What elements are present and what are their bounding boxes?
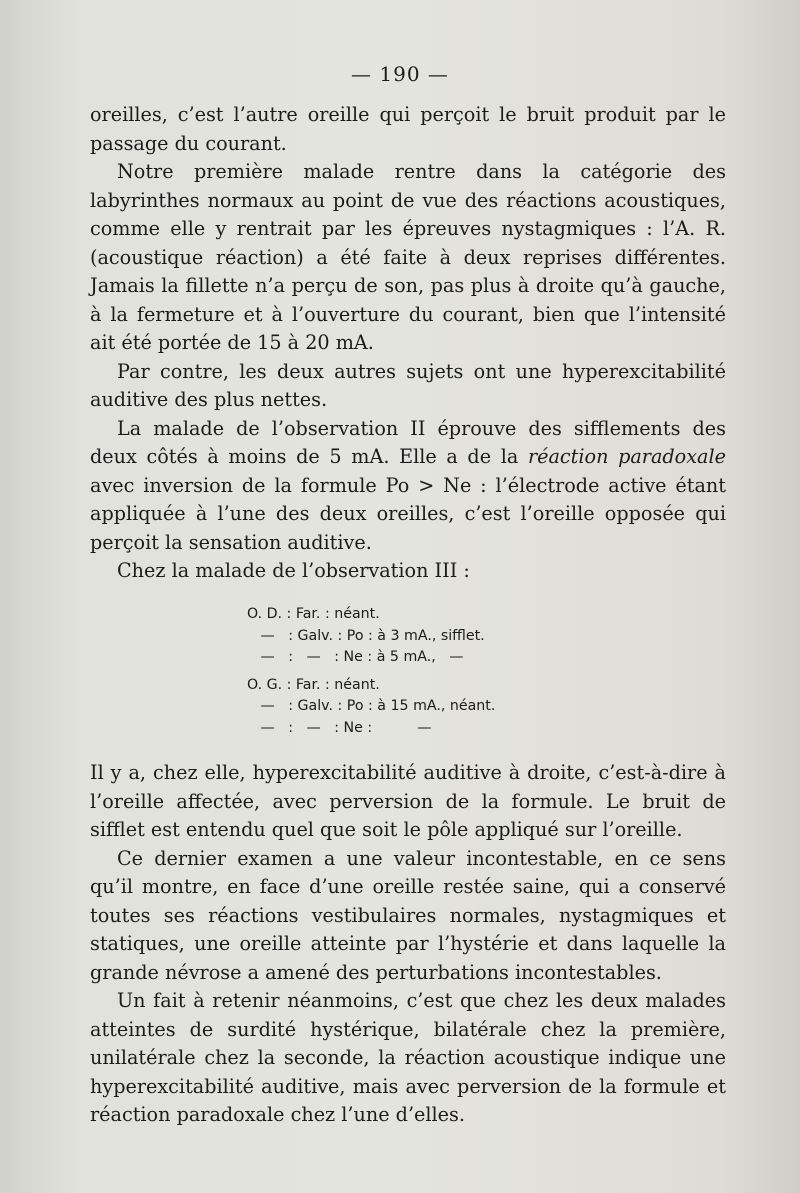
observation-line-od-3: — : — : Ne : à 5 mA., — (247, 649, 464, 666)
observation-line-od-1: O. D. : Far. : néant. (247, 606, 380, 622)
paragraph-observation-ii (90, 415, 726, 558)
text-block-bottom (90, 759, 726, 1130)
paragraph-hyperexcitability: Par contre, les deux autres sujets ont une hyperexcitabilité auditive des plus nettes. (90, 359, 726, 411)
observation-line-od-2: — : Galv. : Po : à 3 mA., sifflet. (247, 627, 485, 644)
observation-line-og-2: — : Galv. : Po : à 15 mA., néant. (247, 698, 496, 715)
observation-ii-text-after: avec inversion de la formule Po > Ne : l’électrode active étant appliquée à l’une des deux oreilles, c’est l’oreille opposée qui perçoit la sensation auditive. (90, 473, 726, 554)
paragraph-last-exam: Ce dernier examen a une valeur incontestable, en ce sens qu’il montre, en face d’une oreille restée saine, qui a conservé toutes ses réactions vestibulaires normales, nystagmiques et statiques, une oreille atteinte par l’hystérie et dans laquelle la grande névrose a amené des perturbations incontestables. (90, 846, 726, 984)
observation-ii-text-before: La malade de l’observation II éprouve des sifflements des deux côtés à moins de 5 mA. Elle a de la (90, 416, 726, 468)
observation-ii-emphasis: réaction paradoxale (527, 445, 726, 468)
paragraph-first-patient: Notre première malade rentre dans la catégorie des labyrinthes normaux au point de vue des réactions acoustiques, comme elle y rentrait par les épreuves nystagmiques : l’A. R. (acoustique réaction) a été faite à deux reprises différentes. Jamais la fillette n’a perçu de son, pas plus à droite qu’à gauche, à la fermeture et à l’ouverture du courant, bien que l’intensité ait été portée de 15 à 20 mA. (90, 160, 726, 354)
observation-line-og-1: O. G. : Far. : néant. (247, 676, 380, 693)
paragraph-continuation: oreilles, c’est l’autre oreille qui perçoit le bruit produit par le passage du courant. (90, 103, 726, 155)
observation-line-og-3: — : — : Ne : — (247, 719, 432, 736)
paragraph-right-ear: Il y a, chez elle, hyperexcitabilité auditive à droite, c’est-à-dire à l’oreille affectée, avec perversion de la formule. Le bruit de sifflet est entendu quel que soit le pôle appliqué sur l’oreille. (90, 761, 726, 841)
paragraph-conclusion: Un fait à retenir néanmoins, c’est que chez les deux malades atteintes de surdité hystérique, bilatérale chez la première, unilatérale chez la seconde, la réaction acoustique indique une hyperexcitabilité auditive, mais avec perversion de la formule et réaction paradoxale chez l’une d’elles. (90, 989, 726, 1126)
page-number: — 190 — (351, 62, 449, 86)
observation-table (247, 604, 647, 740)
paragraph-observation-iii-intro: Chez la malade de l’observation III : (117, 559, 470, 582)
text-block-top (90, 101, 726, 586)
